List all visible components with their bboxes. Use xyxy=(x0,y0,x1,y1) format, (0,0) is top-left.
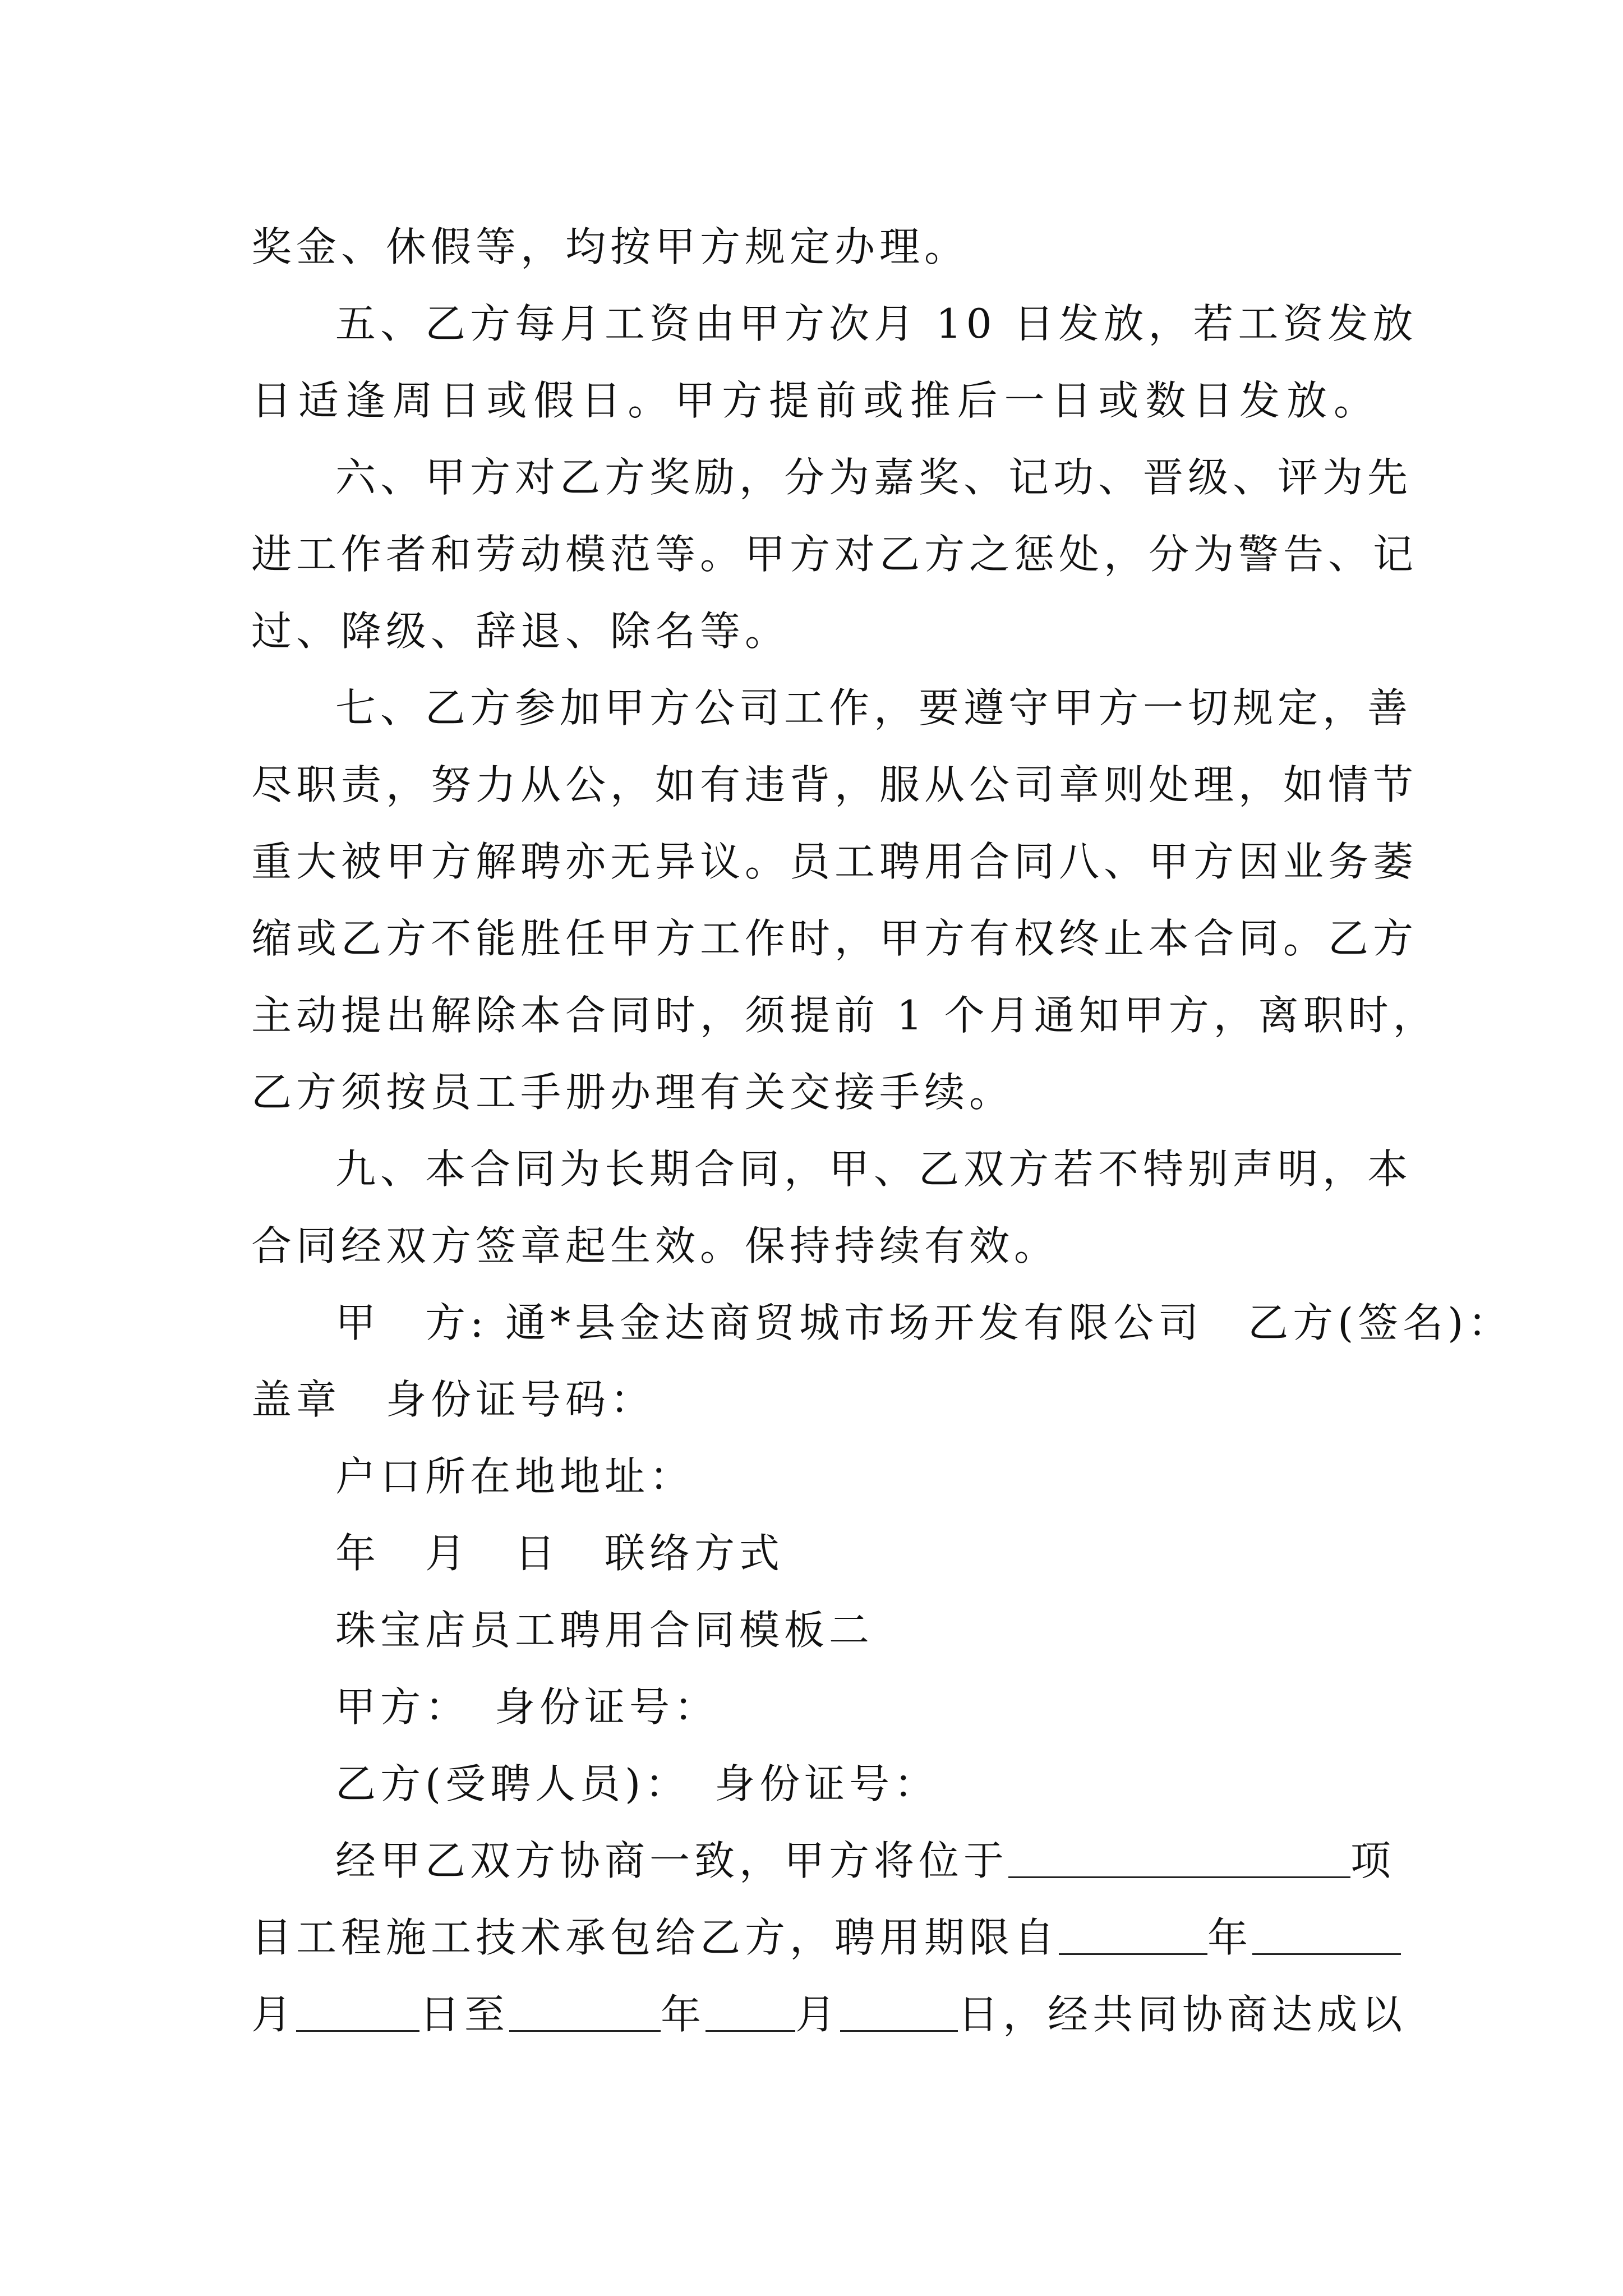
party-a-line: 甲方： 身份证号： xyxy=(335,1683,720,1731)
line-text: 年 xyxy=(1207,1914,1253,1961)
text-line: 进工作者和劳动模范等。甲方对乙方之惩处，分为警告、记 xyxy=(251,531,1418,578)
text-line: 重大被甲方解聘亦无异议。员工聘用合同八、甲方因业务萎 xyxy=(251,838,1418,885)
text-line: 缩或乙方不能胜任甲方工作时，甲方有权终止本合同。乙方 xyxy=(251,915,1418,962)
text-line: 过、降级、辞退、除名等。 xyxy=(251,608,790,655)
start-day-blank xyxy=(296,1990,419,2032)
end-month-blank xyxy=(706,1990,795,2032)
line-text: 月 xyxy=(795,1991,841,2038)
line-text: 月 xyxy=(251,1991,297,2038)
start-month-blank xyxy=(1252,1913,1401,1955)
party-b-line: 乙方(受聘人员)： 身份证号： xyxy=(335,1760,939,1807)
text-line: 六、甲方对乙方奖励，分为嘉奖、记功、晋级、评为先 xyxy=(335,454,1413,501)
contract-text xyxy=(251,209,1513,2053)
document-title: 珠宝店员工聘用合同模板二 xyxy=(335,1607,874,1654)
end-year-blank xyxy=(509,1990,661,2032)
text-line: 乙方须按员工手册办理有关交接手续。 xyxy=(251,1069,1015,1116)
address-line: 户口所在地地址： xyxy=(335,1453,695,1500)
line-text: 项 xyxy=(1350,1837,1396,1884)
line-text: 日，经共同协商达成以 xyxy=(958,1991,1407,2038)
line-text: 目工程施工技术承包给乙方，聘用期限自 xyxy=(251,1914,1059,1961)
text-line: 日适逢周日或假日。甲方提前或推后一日或数日发放。 xyxy=(251,377,1378,424)
employment-date-line xyxy=(251,1976,1407,2053)
line-text: 经甲乙双方协商一致，甲方将位于 xyxy=(335,1837,1009,1884)
project-location-line xyxy=(251,1823,1396,1899)
employment-period-line xyxy=(251,1899,1378,1976)
text-line: 奖金、休假等，均按甲方规定办理。 xyxy=(251,223,970,270)
text-line: 九、本合同为长期合同，甲、乙双方若不特别声明，本 xyxy=(335,1145,1413,1193)
signature-line: 甲 方: 通*县金达商贸城市场开发有限公司 乙方(签名)： xyxy=(335,1299,1513,1346)
end-day-blank xyxy=(840,1990,958,2032)
date-contact-line: 年 月 日 联络方式 xyxy=(335,1530,785,1577)
text-line: 尽职责，努力从公，如有违背，服从公司章则处理，如情节 xyxy=(251,761,1418,808)
line-text: 日至 xyxy=(419,1991,510,2038)
text-line: 合同经双方签章起生效。保持持续有效。 xyxy=(251,1222,1059,1269)
line-text: 年 xyxy=(661,1991,706,2038)
id-number-line: 盖章 身份证号码： xyxy=(251,1376,656,1423)
project-location-blank xyxy=(1008,1836,1350,1878)
text-line: 主动提出解除本合同时，须提前 1 个月通知甲方，离职时， xyxy=(251,992,1438,1039)
text-line: 七、乙方参加甲方公司工作，要遵守甲方一切规定，善 xyxy=(335,684,1413,731)
text-line: 五、乙方每月工资由甲方次月 10 日发放，若工资发放 xyxy=(335,300,1418,347)
start-year-blank xyxy=(1059,1913,1207,1955)
